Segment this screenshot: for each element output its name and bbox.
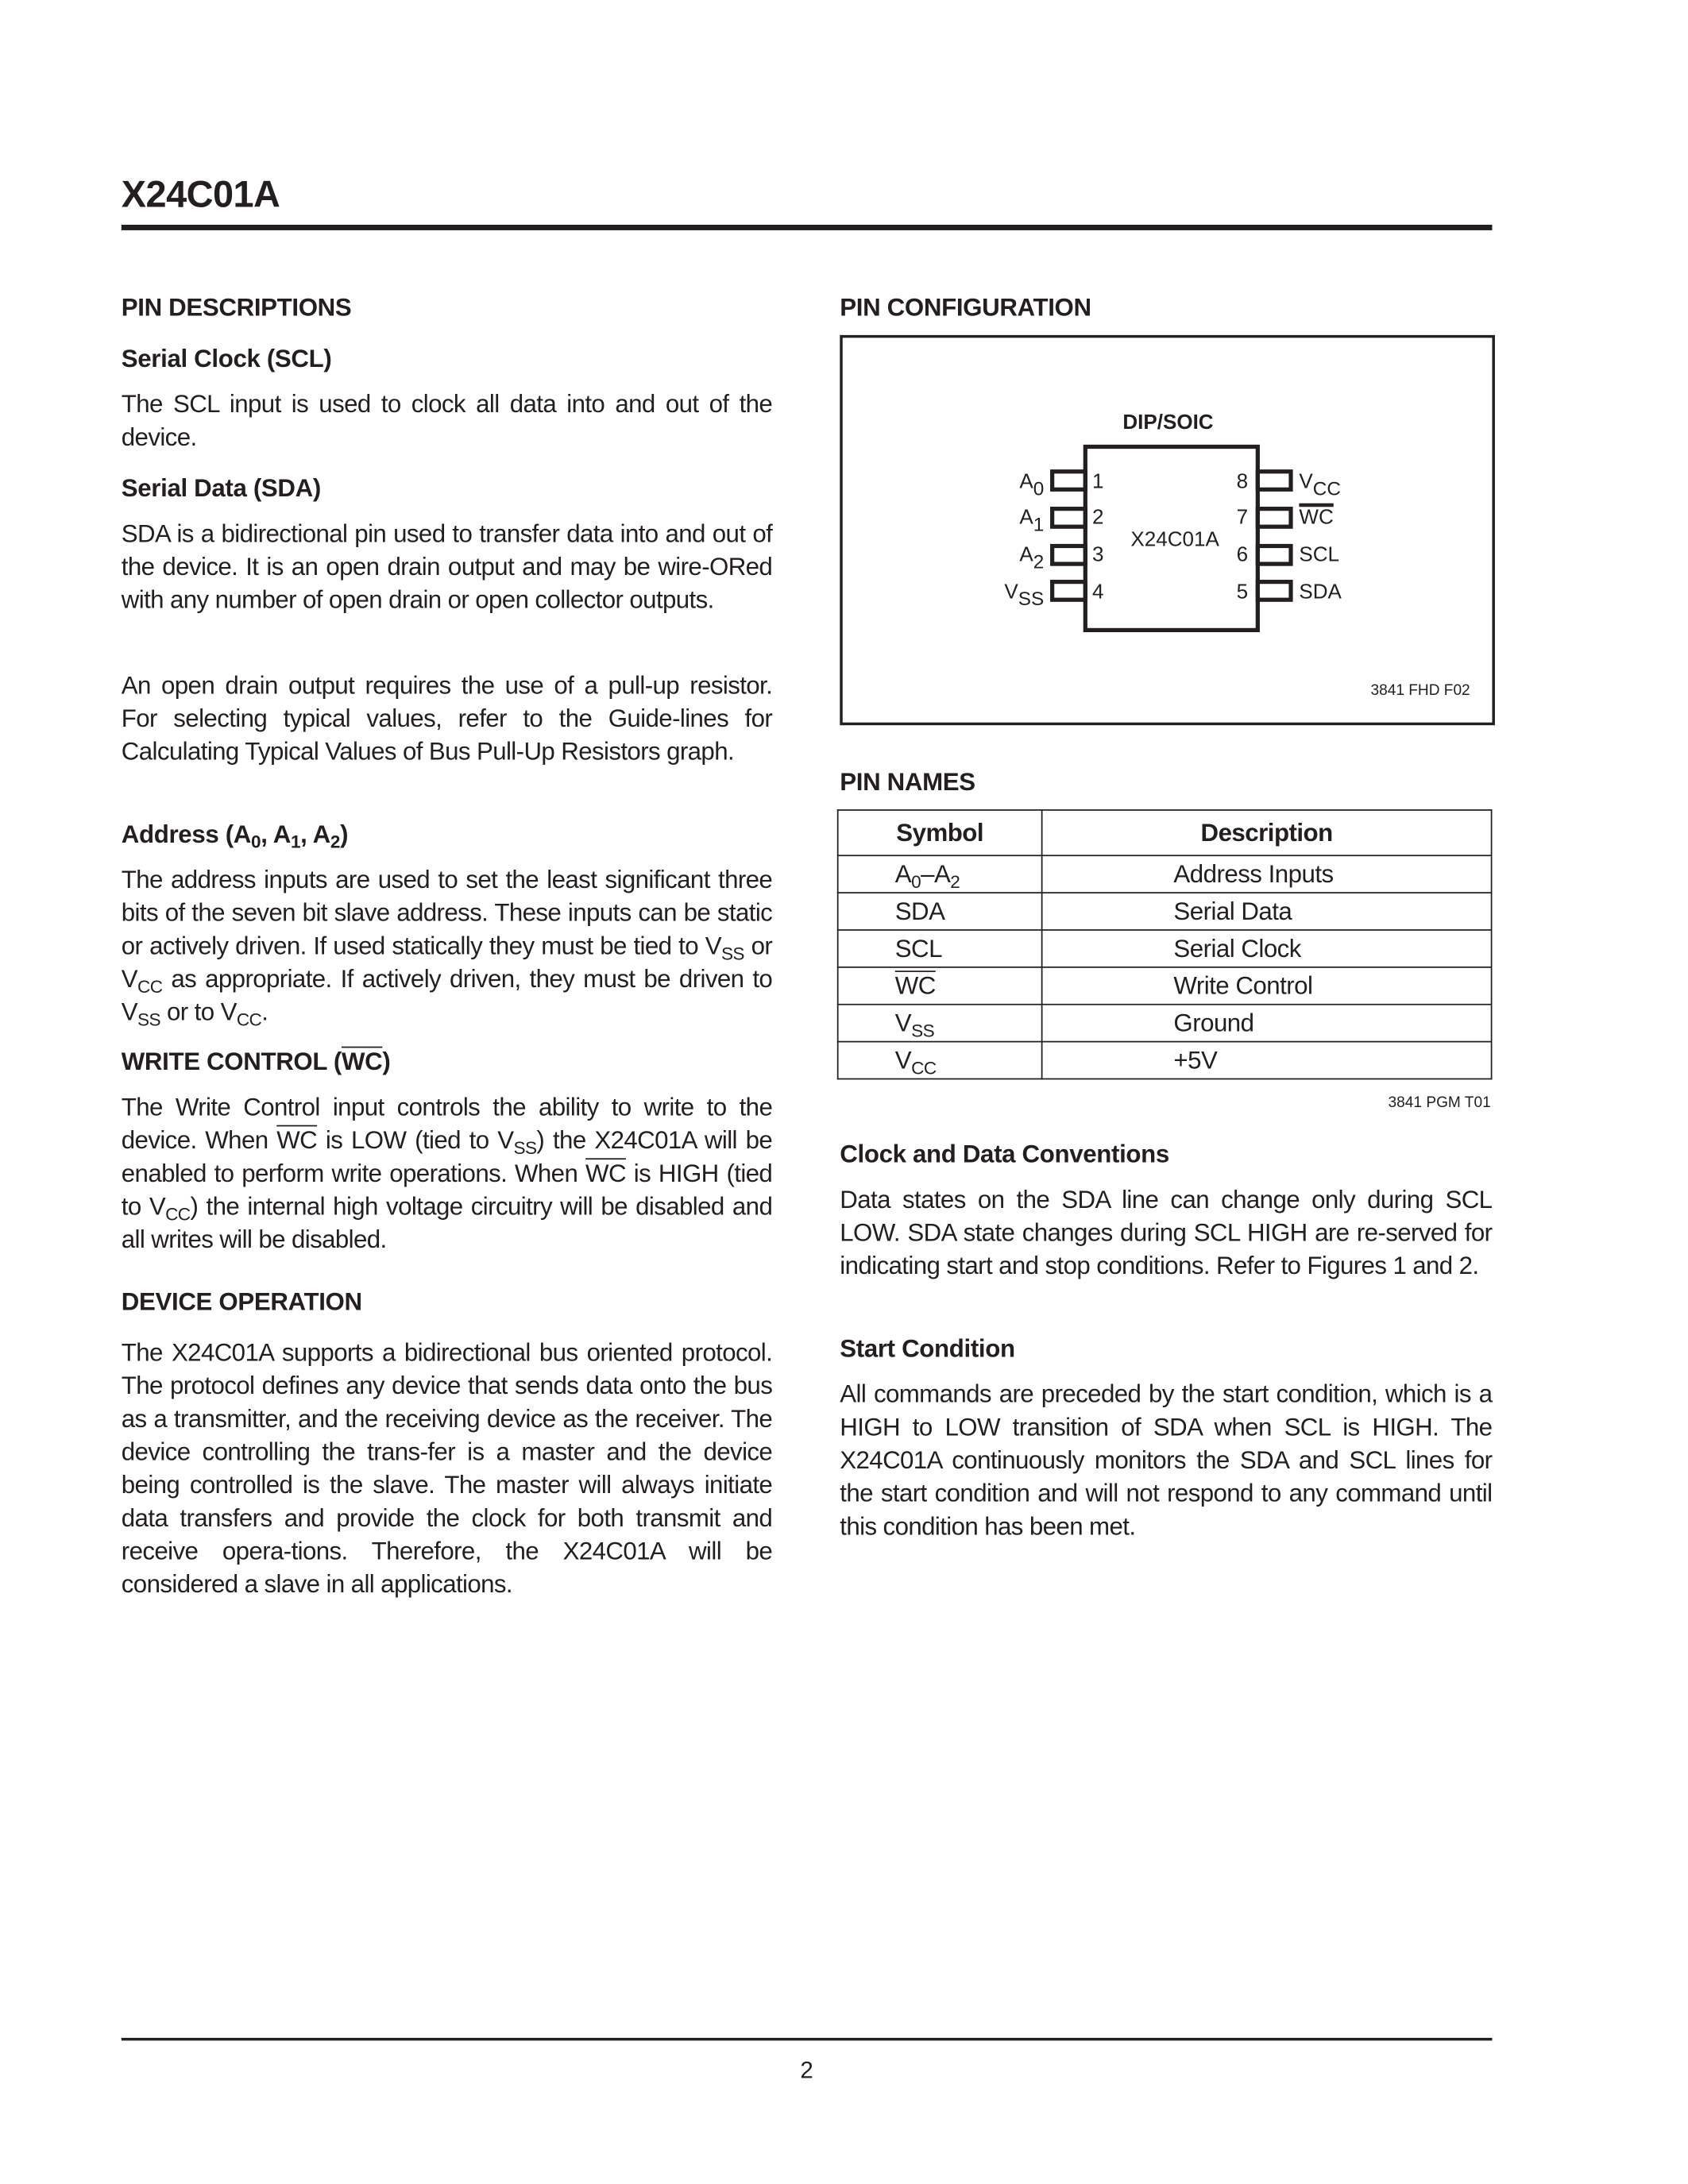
table-row — [838, 893, 1492, 930]
pin-number: 7 — [1236, 504, 1249, 529]
column-header: Symbol — [838, 810, 1042, 855]
scl-heading: Serial Clock (SCL) — [121, 345, 332, 372]
symbol-cell: $V_{SS}$ — [838, 1005, 1042, 1042]
address-heading: Address ($A_0$, $A_1$, $A_2$) — [121, 820, 349, 852]
document-title: X24C01A — [121, 173, 280, 215]
pin-number: 1 — [1091, 469, 1104, 493]
description-cell: Serial Data — [1042, 893, 1492, 930]
pin-1 — [1053, 472, 1086, 490]
pin-number: 5 — [1236, 579, 1249, 604]
pin-number: 6 — [1236, 542, 1249, 566]
table-code: 3841 PGM T01 — [1388, 1094, 1491, 1112]
pin-configuration-heading: PIN CONFIGURATION — [840, 293, 1091, 322]
clock-data-text: Data states on the SDA line can change only during SCL LOW. SDA state changes during SCL HIGH are re-served for indicating start and stop conditions. Refer to Figures 1 and 2. — [840, 1186, 1493, 1280]
pin-names-table — [837, 809, 1493, 1079]
header-rule — [122, 225, 1493, 230]
figure-code: 3841 FHD F02 — [1370, 681, 1470, 699]
right-pins — [1237, 469, 1342, 604]
table-row — [838, 855, 1492, 893]
pin-label: A1 — [1019, 504, 1045, 536]
scl-text: The SCL input is used to clock all data into and out of the device. — [121, 390, 773, 451]
device-operation-heading: DEVICE OPERATION — [121, 1287, 362, 1316]
symbol-cell: $V_{CC}$ — [838, 1042, 1042, 1079]
description-cell: Serial Clock — [1042, 930, 1492, 967]
pin-label: VCC — [1299, 469, 1341, 500]
clock-data-heading: Clock and Data Conventions — [840, 1140, 1169, 1168]
footer-rule — [122, 2038, 1493, 2040]
pin-8 — [1257, 472, 1291, 490]
table-row — [838, 1005, 1492, 1042]
table-header-row — [838, 810, 1492, 855]
pin-descriptions-heading: PIN DESCRIPTIONS — [121, 293, 352, 322]
pin-number: 2 — [1091, 504, 1104, 529]
pin-label: A2 — [1019, 542, 1045, 573]
pin-number: 3 — [1091, 542, 1104, 566]
column-header: Description — [1042, 810, 1492, 855]
description-cell: Write Control — [1042, 967, 1492, 1005]
pin-number: 4 — [1091, 579, 1104, 604]
symbol-cell: $A_0-A_2$ — [838, 855, 1042, 893]
description-cell: +5V — [1042, 1042, 1492, 1079]
description-cell: Address Inputs — [1042, 855, 1492, 893]
pin-5 — [1257, 582, 1291, 600]
pin-4 — [1053, 582, 1086, 600]
sda-heading: Serial Data (SDA) — [121, 474, 321, 502]
start-condition-heading: Start Condition — [840, 1334, 1015, 1363]
pin-label: A0 — [1019, 469, 1045, 500]
write-control-text: The Write Control input controls the ability to write to the device. When $\overline{WC}$ is LOW (tied to $V_{SS}$) the X24C01A will be enabled to perform write operations. When $\overline{WC}$ is HIGH (tied to $V_{CC}$) the internal high voltage circuitry will be disabled and all writes will be disabled. — [121, 1093, 773, 1254]
page-number: 2 — [800, 2057, 813, 2084]
device-operation-text: The X24C01A supports a bidirectional bus oriented protocol. The protocol defines any device that sends data onto the bus as a transmitter, and the receiving device as the receiver. The device controlling the trans-fer is a master and the device being controlled is the slave. The master will always initiate data transfers and provide the clock for both transmit and receive opera-tions. Therefore, the X24C01A will be considered a slave in all applications. — [121, 1338, 773, 1599]
table-row — [838, 967, 1492, 1005]
pin-7 — [1257, 509, 1291, 527]
pin-number: 8 — [1236, 469, 1249, 493]
sda-text: SDA is a bidirectional pin used to transfer data into and out of the device. It is an open drain output and may be wire-ORed with any number of open drain or open collector outputs. — [121, 519, 773, 614]
symbol-cell: SCL — [838, 930, 1042, 967]
pin-label: SDA — [1299, 579, 1342, 604]
description-cell: Ground — [1042, 1005, 1492, 1042]
pin-label: WC — [1299, 504, 1334, 529]
pullup-text: An open drain output requires the use of a pull-up resistor. For selecting typical values, refer to the Guide-lines for Calculating Typical Values of Bus Pull-Up Resistors graph. — [121, 671, 773, 766]
pin-label: VSS — [1004, 579, 1045, 611]
package-label: DIP/SOIC — [1122, 409, 1214, 434]
chip-label: X24C01A — [1130, 527, 1219, 551]
pin-3 — [1053, 546, 1086, 564]
write-control-heading: WRITE CONTROL (WC) — [121, 1048, 391, 1076]
pin-6 — [1257, 546, 1291, 564]
left-pins — [1004, 469, 1103, 611]
pin-2 — [1053, 509, 1086, 527]
table-row — [838, 930, 1492, 967]
pinout-diagram — [843, 338, 1493, 722]
symbol-cell: SDA — [838, 893, 1042, 930]
start-condition-text: All commands are preceded by the start condition, which is a HIGH to LOW transition of SDA when SCL is HIGH. The X24C01A continuously monitors the SDA and SCL lines for the start condition and will not respond to any command until this condition has been met. — [840, 1379, 1493, 1541]
address-text: The address inputs are used to set the least significant three bits of the seven bit slave address. These inputs can be static or actively driven. If used statically they must be tied to $V_{SS}$ or $V_{CC}$ as appropriate. If actively driven, they must be driven to $V_{SS}$ or to $V_{CC}$. — [121, 866, 773, 1030]
pin-configuration-figure — [840, 335, 1495, 725]
pin-names-heading: PIN NAMES — [840, 768, 975, 796]
symbol-cell: $\overline{WC}$ — [838, 967, 1042, 1005]
table-row — [838, 1042, 1492, 1079]
pin-label: SCL — [1299, 542, 1340, 566]
